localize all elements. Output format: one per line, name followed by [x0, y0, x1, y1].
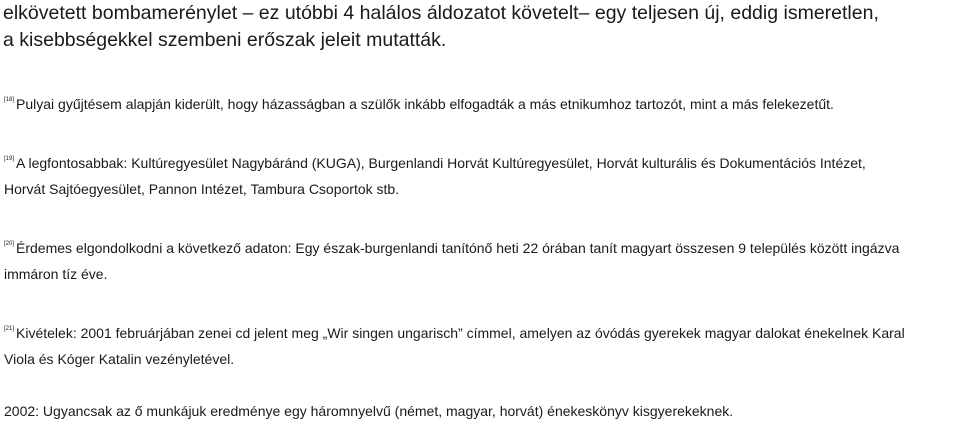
footnote-text: Pulyai gyűjtésem alapján kiderült, hogy házasságban a szülők inkább elfogadták a más etnikumhoz tartozót, mint a más felekezetűt.	[16, 96, 834, 112]
footnote-text-line-2: immáron tíz éve.	[4, 266, 108, 282]
body-paragraph	[3, 0, 958, 54]
body-paragraph-line-2: a kisebbségekkel szembeni erőszak jeleit mutatták.	[3, 29, 447, 51]
footnote-text-line-2: Viola és Kóger Katalin vezényletével.	[4, 351, 235, 367]
footnote-marker[interactable]: [19]	[4, 156, 15, 162]
footnote-text-line-1: Kivételek: 2001 februárjában zenei cd jelent meg „Wir singen ungarisch” címmel, amelyen az óvódás gyerekek magyar dalokat énekelnek Karal	[16, 325, 905, 341]
footnote-21	[4, 316, 959, 372]
footnote-marker[interactable]: [20]	[4, 241, 15, 247]
body-paragraph-line-1: elkövetett bombamerénylet – ez utóbbi 4 halálos áldozatot követelt– egy teljesen új, eddig ismeretlen,	[3, 2, 879, 24]
closing-paragraph: 2002: Ugyancsak az ő munkájuk eredménye egy háromnyelvű (német, magyar, horvát) énekeskönyv kisgyerekeknek.	[4, 403, 734, 419]
footnote-marker[interactable]: [21]	[4, 326, 15, 332]
footnote-text-line-1: Érdemes elgondolkodni a következő adaton: Egy észak-burgenlandi tanítónő heti 22 órában tanít magyart összesen 9 település között ingázva	[16, 240, 900, 256]
footnote-20	[4, 231, 959, 287]
footnote-text-line-1: A legfontosabbak: Kultúregyesület Nagybáránd (KUGA), Burgenlandi Horvát Kultúregyesület, Horvát kulturális és Dokumentációs Intézet,	[16, 155, 866, 171]
footnote-18	[4, 87, 959, 117]
footnote-text-line-2: Horvát Sajtóegyesület, Pannon Intézet, Tambura Csoportok stb.	[4, 181, 400, 197]
footnote-marker[interactable]: [18]	[4, 97, 15, 103]
footnote-19	[4, 146, 959, 202]
